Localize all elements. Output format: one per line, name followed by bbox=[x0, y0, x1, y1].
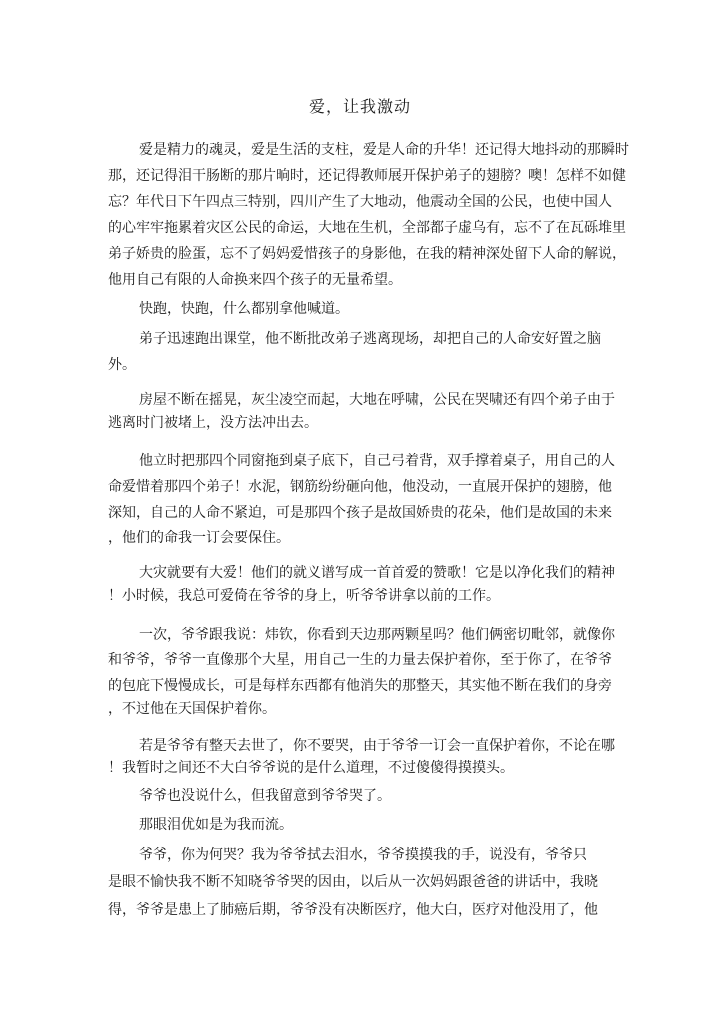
text-line: 命爱惜着那四个弟子！水泥，钢筋纷纷砸向他，他没动，一直展开保护的翅膀，他 bbox=[108, 479, 612, 495]
text-line: 若是爷爷有整天去世了，你不要哭，由于爷爷一订会一直保护着你，不论在哪 bbox=[139, 738, 615, 754]
text-line: 的心牢牢拖累着灾区公民的命运，大地在生机，全部都子虚乌有，忘不了在瓦砾堆里 bbox=[108, 220, 626, 236]
text-line: ，不过他在天国保护着你。 bbox=[108, 701, 276, 717]
text-line: 是眼不愉快我不断不知晓爷爷哭的因由，以后从一次妈妈跟爸爸的讲话中，我晓 bbox=[108, 874, 598, 890]
text-line: 快跑，快跑，什么都别拿他喊道。 bbox=[139, 301, 349, 317]
text-line: 他用自己有限的人命换来四个孩子的无量希望。 bbox=[108, 272, 402, 288]
page-title: 爱，让我激动 bbox=[308, 97, 411, 116]
text-line: ！我暂时之间还不大白爷爷说的是什么道理，不过傻傻得摸摸头。 bbox=[108, 760, 514, 776]
text-line: 的包庇下慢慢成长，可是每样东西都有他消失的那整天，其实他不断在我们的身旁 bbox=[108, 678, 612, 694]
text-line: 爱是精力的魂灵，爱是生活的支柱，爱是人命的升华！还记得大地抖动的那瞬时 bbox=[139, 142, 629, 158]
text-line: 一次，爷爷跟我说：炜钦，你看到天边那两颗星吗？他们俩密切毗邻，就像你 bbox=[139, 627, 615, 643]
text-line: 深知，自己的人命不紧迫，可是那四个孩子是故国娇贵的花朵，他们是故国的未来 bbox=[108, 505, 612, 521]
text-line: 和爷爷，爷爷一直像那个大星，用自己一生的力量去保护着你，至于你了，在爷爷 bbox=[108, 652, 612, 668]
text-line: ，他们的命我一订会要保住。 bbox=[108, 530, 290, 546]
text-line: 弟子迅速跑出课堂，他不断批改弟子逃离现场，却把自己的人命安好置之脑 bbox=[139, 331, 601, 347]
text-line: 弟子娇贵的脸蛋，忘不了妈妈爱惜孩子的身影他，在我的精神深处留下人命的解说， bbox=[108, 246, 626, 262]
text-line: 那，还记得泪干肠断的那片晌时，还记得教师展开保护弟子的翅膀？噢！怎样不如健 bbox=[108, 168, 626, 184]
text-line: 那眼泪优如是为我而流。 bbox=[139, 817, 293, 833]
text-line: 得，爷爷是患上了肺癌后期，爷爷没有决断医疗，他大白，医疗对他没用了，他 bbox=[108, 902, 598, 918]
text-line: 房屋不断在摇晃，灰尘凌空而起，大地在呼啸，公民在哭啸还有四个弟子由于 bbox=[139, 392, 615, 408]
text-line: 大灾就要有大爱！他们的就义谱写成一首首爱的赞歌！它是以净化我们的精神 bbox=[139, 565, 615, 581]
text-line: 外。 bbox=[108, 357, 136, 373]
text-line: 逃离时门被堵上，没方法冲出去。 bbox=[108, 415, 318, 431]
text-line: 爷爷，你为何哭？我为爷爷拭去泪水，爷爷摸摸我的手，说没有，爷爷只 bbox=[139, 847, 587, 863]
text-line: 他立时把那四个同窗拖到桌子底下，自己弓着背，双手撑着桌子，用自己的人 bbox=[139, 453, 615, 469]
text-line: 忘？年代日下午四点三特别，四川产生了大地动，他震动全国的公民，也使中国人 bbox=[108, 194, 612, 210]
text-line: ！小时候，我总可爱倚在爷爷的身上，听爷爷讲拿以前的工作。 bbox=[108, 588, 500, 604]
text-line: 爷爷也没说什么，但我留意到爷爷哭了。 bbox=[139, 788, 391, 804]
